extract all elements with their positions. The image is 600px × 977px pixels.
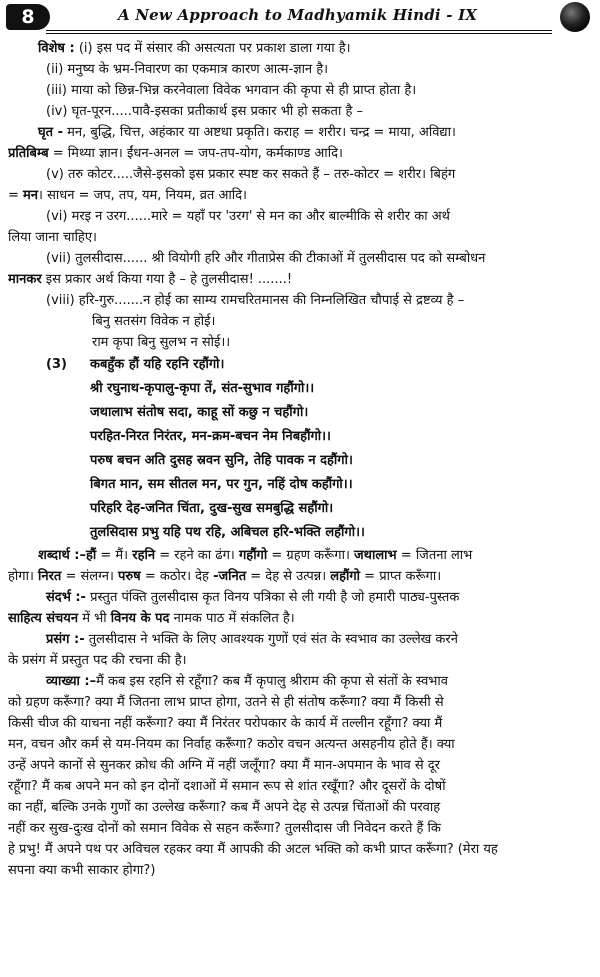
verse-text: कबहुँक हौं यहि रहनि रहौंगो। (90, 357, 225, 372)
line-text: = ग्रहण करूँगा। (267, 548, 355, 563)
line-text: में भी (78, 611, 111, 626)
note-line: (vi) मरइ न उरग......मारे = यहाँ पर 'उरग' से मन का और बाल्मीकि से शरीर का अर्थ (46, 209, 450, 224)
line-text: = जितना लाभ (396, 548, 473, 563)
line-text: = संलग्न। (61, 569, 119, 584)
bold-term: साहित्य संचयन (8, 611, 79, 626)
line-text: नामक पाठ में संकलित है। (169, 611, 295, 626)
bold-term: निरत (38, 569, 62, 584)
line-text: = मिथ्या ज्ञान। ईंधन-अनल = जप-तप-योग, कर्मकाण्ड आदि। (48, 146, 343, 161)
explanation-line: सपना क्या कभी साकार होगा?) (8, 863, 156, 878)
verse-line: श्री रघुनाथ-कृपालु-कृपा तें, संत-सुभाव गहौंगो।। (90, 381, 315, 396)
explanation-line: मन, वचन और कर्म से यम-नियम का निर्वाह करूँगा? कठोर वचन अत्यन्त असहनीय होते हैं। क्या (8, 737, 455, 752)
bold-term: विशेष : (38, 41, 75, 56)
note-line: (ii) मनुष्य के भ्रम-निवारण का एकमात्र कारण आत्म-ज्ञान है। (46, 62, 329, 77)
explanation-line: को ग्रहण करूँगा? क्या मैं जितना लाभ प्राप्त होगा, उतने से ही संतोष करूँगा? क्या मैं किसी से (8, 695, 444, 710)
explanation-line: रहूँगा? मैं कब अपने मन को इन दोनों दशाओं में समान रूप से शांत रखूँगा? और दूसरों के दोषों (8, 779, 446, 794)
note-line (8, 269, 592, 290)
line-text: = मैं। (96, 548, 133, 563)
bold-term: शब्दार्थ :–हौं (38, 548, 97, 563)
bold-term: -जनित (213, 569, 247, 584)
bold-term: घृत - (38, 125, 64, 140)
page-number: 8 (6, 4, 50, 30)
verse-line (8, 353, 592, 377)
bold-term: प्रसंग :- (46, 632, 85, 647)
note-line (8, 185, 592, 206)
line-text: । साधन = जप, तप, यम, नियम, व्रत आदि। (38, 188, 247, 203)
verse-line: परहित-निरत निरंतर, मन-क्रम-बचन नेम निबहौंगो।। (90, 429, 331, 444)
glossary-line (8, 545, 592, 566)
bold-term: परुष (118, 569, 141, 584)
page-header (0, 0, 600, 36)
header-ornament-ball (560, 2, 590, 32)
line-text: तुलसीदास ने भक्ति के लिए आवश्यक गुणों एवं संत के स्वभाव का उल्लेख करने (84, 632, 458, 647)
chaupai-line: राम कृपा बिनु सुलभ न सोई।। (92, 335, 231, 350)
bold-term: लहौंगो (330, 569, 361, 584)
verse-number: (3) (46, 357, 67, 372)
reference-line (8, 587, 592, 608)
bold-term: जथालाभ (354, 548, 397, 563)
note-line: (iv) घृत-पूरन.....पावै-इसका प्रतीकार्थ इस प्रकार भी हो सकता है – (46, 104, 363, 119)
explanation-line: उन्हें अपने कानों से सुनकर क्रोध की अग्नि में नहीं जलूँगा? क्या मैं मान-अपमान के भाव से दूर (8, 758, 440, 773)
line-text: होगा। (8, 569, 39, 584)
note-line: (v) तरु कोटर.....जैसे-इसको इस प्रकार स्पष्ट कर सकते हैं – तरु-कोटर = शरीर। बिहंग (46, 167, 456, 182)
line-text: = देह से उत्पन्न। (246, 569, 331, 584)
chaupai-line: बिनु सतसंग विवेक न होई। (92, 314, 216, 329)
note-line: (viii) हरि-गुरु.......न होई का साम्य रामचरितमानस की निम्नलिखित चौपाई से द्रष्टव्य है – (46, 293, 465, 308)
verse-line: जथालाभ संतोष सदा, काहू सों कछु न चहौंगो। (90, 405, 309, 420)
note-line: लिया जाना चाहिए। (8, 230, 97, 245)
context-line (8, 629, 592, 650)
verse-line: परुष बचन अति दुसह स्रवन सुनि, तेहि पावक न दहौंगो। (90, 453, 353, 468)
explanation-line: हे प्रभु! मैं अपने पथ पर अविचल रहकर क्या मैं आपकी की अटल भक्ति को कभी प्राप्त करूँगा? (मेरा यह (8, 842, 498, 857)
explanation-line: नहीं कर सुख-दुःख दोनों को समान विवेक से सहन करूँगा? तुलसीदास जी निवेदन करते हैं कि (8, 821, 441, 836)
bold-term: विनय के पद (110, 611, 170, 626)
bold-term: संदर्भ :- (46, 590, 86, 605)
line-text: प्रस्तुत पंक्ति तुलसीदास कृत विनय पत्रिका से ली गयी है जो हमारी पाठ्य-पुस्तक (85, 590, 460, 605)
bold-term: व्याख्या :– (46, 674, 97, 689)
bold-term: रहनि (132, 548, 156, 563)
verse-line: तुलसिदास प्रभु यहि पथ रहि, अबिचल हरि-भक्ति लहौंगो।। (90, 525, 365, 540)
note-line (8, 143, 592, 164)
explanation-line: किसी चीज की याचना नहीं करूँगा? क्या मैं निरंतर परोपकार के कार्य में तल्लीन रहूँगा? क्या मैं (8, 716, 443, 731)
glossary-line (8, 566, 592, 587)
line-text: (i) इस पद में संसार की असत्यता पर प्रकाश डाला गया है। (74, 41, 351, 56)
line-text: मैं कब इस रहनि से रहूँगा? कब मैं कृपालु श्रीराम की कृपा से संतों के स्वभाव (96, 674, 449, 689)
line-text: = रहने का ढंग। (155, 548, 239, 563)
explanation-line (8, 671, 592, 692)
line-text: इस प्रकार अर्थ किया गया है – हे तुलसीदास! .......! (41, 272, 293, 287)
note-line: (vii) तुलसीदास...... श्री वियोगी हरि और गीताप्रेस की टीकाओं में तुलसीदास पद को सम्बोधन (46, 251, 486, 266)
line-text: = (8, 188, 24, 203)
bold-term: मानकर (8, 272, 42, 287)
header-rule (46, 30, 552, 31)
line-text: = कठोर। देह (140, 569, 214, 584)
running-title: A New Approach to Madhyamik Hindi - IX (118, 6, 478, 24)
reference-line (8, 608, 592, 629)
verse-line: परिहरि देह-जनित चिंता, दुख-सुख समबुद्धि सहौंगो। (90, 501, 334, 516)
context-line: के प्रसंग में प्रस्तुत पद की रचना की है। (8, 653, 187, 668)
line-text: मन, बुद्धि, चित्त, अहंकार या अष्टधा प्रकृति। कराह = शरीर। चन्द्र = माया, अविद्या। (63, 125, 456, 140)
note-line (8, 122, 592, 143)
verse-line: बिगत मान, सम सीतल मन, पर गुन, नहिं दोष कहौंगो।। (90, 477, 353, 492)
note-line (8, 38, 592, 59)
page-body (8, 38, 592, 881)
note-line: (iii) माया को छिन्न-भिन्न करनेवाला विवेक भगवान की कृपा से ही प्राप्त होता है। (46, 83, 417, 98)
explanation-line: का नहीं, बल्कि उनके गुणों का उल्लेख करूँगा? कब मैं अपने देह से उत्पन्न चिंताओं की परवाह (8, 800, 441, 815)
bold-term: प्रतिबिम्ब (8, 146, 49, 161)
bold-term: गहौंगो (238, 548, 268, 563)
bold-term: मन (23, 188, 39, 203)
header-rule-thin (46, 33, 552, 34)
line-text: = प्राप्त करूँगा। (360, 569, 442, 584)
